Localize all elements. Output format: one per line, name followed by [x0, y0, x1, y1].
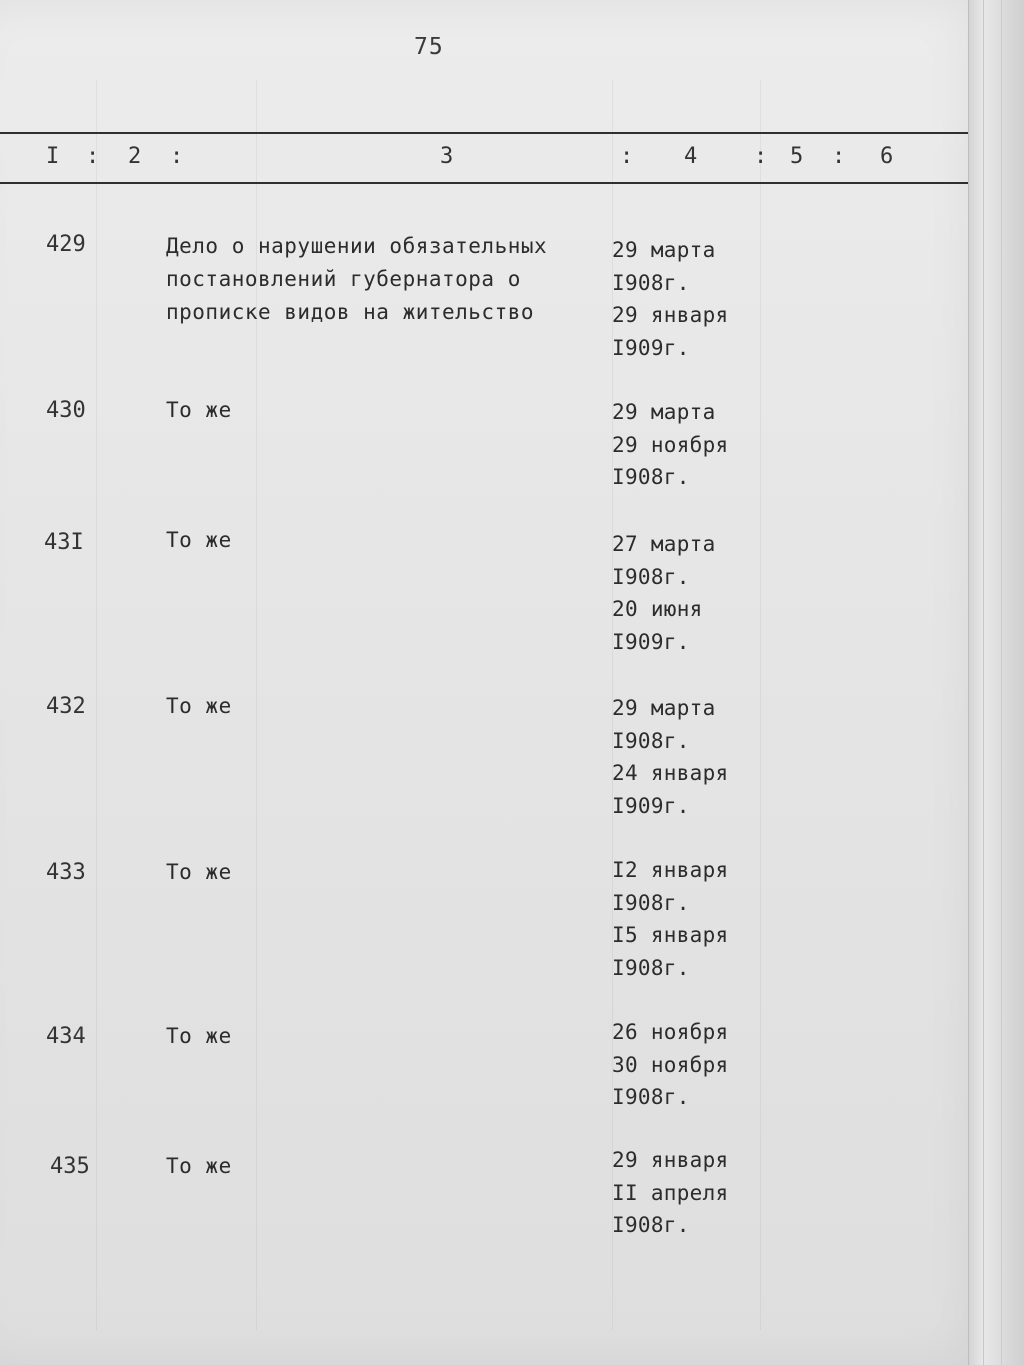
header-top-rule: [0, 132, 968, 134]
date-line: I5 января: [612, 923, 729, 947]
date-line: 26 ноября: [612, 1020, 729, 1044]
header-separator: :: [620, 144, 640, 169]
row-dates: [612, 692, 729, 822]
row-title-line: Дело о нарушении обязательных: [166, 234, 548, 258]
row-title-line: То же: [166, 528, 232, 552]
row-number: 430: [46, 398, 86, 423]
row-number: 43I: [44, 530, 84, 555]
row-number: 434: [46, 1024, 86, 1049]
header-col-4: 4: [684, 144, 704, 169]
header-col-1: I: [46, 144, 66, 169]
header-col-3: 3: [440, 144, 460, 169]
date-line: I909г.: [612, 629, 690, 654]
row-dates: [612, 854, 729, 984]
row-title-line: То же: [166, 694, 232, 718]
row-title-line: прописке видов на жительство: [166, 300, 535, 324]
date-line: I908г.: [612, 728, 690, 753]
row-title: [166, 394, 586, 427]
date-line: 29 марта: [612, 400, 716, 424]
date-line: 29 марта: [612, 696, 716, 720]
date-line: I908г.: [612, 890, 690, 915]
header-separator: :: [170, 144, 190, 169]
date-line: 24 января: [612, 761, 729, 785]
date-line: 30 ноября: [612, 1052, 729, 1077]
date-line: 29 января: [612, 1148, 729, 1172]
date-line: 29 января: [612, 303, 729, 327]
date-line: I909г.: [612, 335, 690, 360]
row-title: [166, 1150, 586, 1183]
row-title: [166, 856, 586, 889]
row-title: [166, 1020, 586, 1053]
header-separator: :: [832, 144, 852, 169]
header-col-5: 5: [790, 144, 810, 169]
row-title-line: То же: [166, 398, 232, 422]
header-col-6: 6: [880, 144, 900, 169]
date-line: I908г.: [612, 1213, 690, 1237]
header-separator: :: [86, 144, 106, 169]
row-dates: [612, 1016, 729, 1114]
row-title-line: То же: [166, 860, 232, 884]
date-line: 20 июня: [612, 597, 703, 621]
date-line: I908г.: [612, 465, 690, 489]
date-line: I908г.: [612, 1085, 690, 1109]
row-number: 435: [50, 1154, 90, 1179]
date-line: 29 ноября: [612, 432, 729, 457]
row-dates: [612, 528, 716, 658]
row-title: [166, 230, 586, 329]
page-stack-edge: [968, 0, 1024, 1365]
row-dates: [612, 1144, 729, 1242]
header-bottom-rule: [0, 182, 968, 184]
row-number: 432: [46, 694, 86, 719]
row-title-line: То же: [166, 1024, 232, 1048]
row-dates: [612, 396, 729, 494]
date-line: I908г.: [612, 564, 690, 589]
row-number: 429: [46, 232, 86, 257]
bleed-through-rule: [760, 80, 761, 1330]
row-dates: [612, 234, 729, 364]
date-line: I2 января: [612, 858, 729, 882]
row-title-line: То же: [166, 1154, 232, 1178]
row-title: [166, 524, 586, 557]
row-title: [166, 690, 586, 723]
header-col-2: 2: [128, 144, 148, 169]
row-title-line: постановлений губернатора о: [166, 267, 521, 291]
row-number: 433: [46, 860, 86, 885]
bleed-through-rule: [96, 80, 97, 1330]
date-line: 29 марта: [612, 238, 716, 262]
header-separator: :: [754, 144, 774, 169]
date-line: 27 марта: [612, 532, 716, 556]
date-line: I909г.: [612, 793, 690, 818]
date-line: I908г.: [612, 955, 690, 980]
date-line: II апреля: [612, 1180, 729, 1205]
date-line: I908г.: [612, 270, 690, 295]
page-number: 75: [414, 34, 444, 60]
